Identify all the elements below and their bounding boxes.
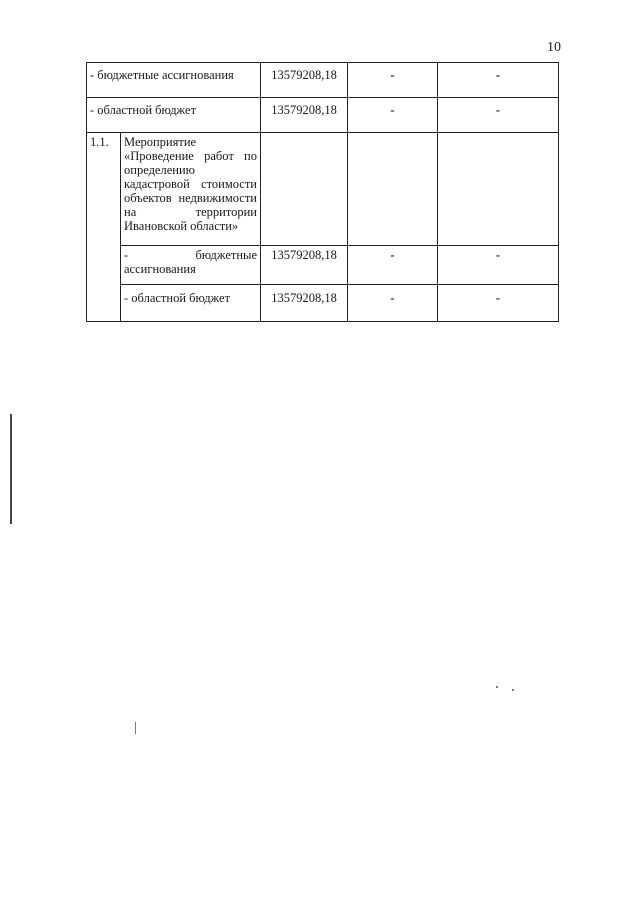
event-value-empty (261, 133, 348, 246)
row-col5: - (438, 285, 559, 322)
row-col5: - (438, 63, 559, 98)
row-col4: - (348, 63, 438, 98)
budget-table (86, 62, 559, 322)
table-row (87, 285, 559, 322)
row-label: - бюджетные ассигнования (87, 63, 261, 98)
row-value: 13579208,18 (261, 63, 348, 98)
row-value: 13579208,18 (261, 246, 348, 285)
table-row (87, 246, 559, 285)
row-label: - областной бюджет (87, 98, 261, 133)
row-value: 13579208,18 (261, 98, 348, 133)
scan-edge-mark (10, 414, 12, 524)
scan-speck (496, 686, 498, 688)
row-col4: - (348, 285, 438, 322)
event-col5-empty (438, 133, 559, 246)
event-id: 1.1. (87, 133, 121, 322)
event-col4-empty (348, 133, 438, 246)
scan-speck (512, 689, 514, 691)
row-col5: - (438, 246, 559, 285)
table-row (87, 63, 559, 98)
row-label: - областной бюджет (121, 285, 261, 322)
scan-speck (135, 722, 136, 734)
table-row (87, 98, 559, 133)
page-number: 10 (547, 40, 561, 55)
row-col4: - (348, 246, 438, 285)
row-col4: - (348, 98, 438, 133)
event-title: Мероприятие «Проведение работ по определению кадастровой стоимости объектов недвижимости на территории Ивановской области» (121, 133, 261, 246)
row-label: - бюджетные ассигнования (121, 246, 261, 285)
row-col5: - (438, 98, 559, 133)
row-value: 13579208,18 (261, 285, 348, 322)
table-row-event (87, 133, 559, 246)
